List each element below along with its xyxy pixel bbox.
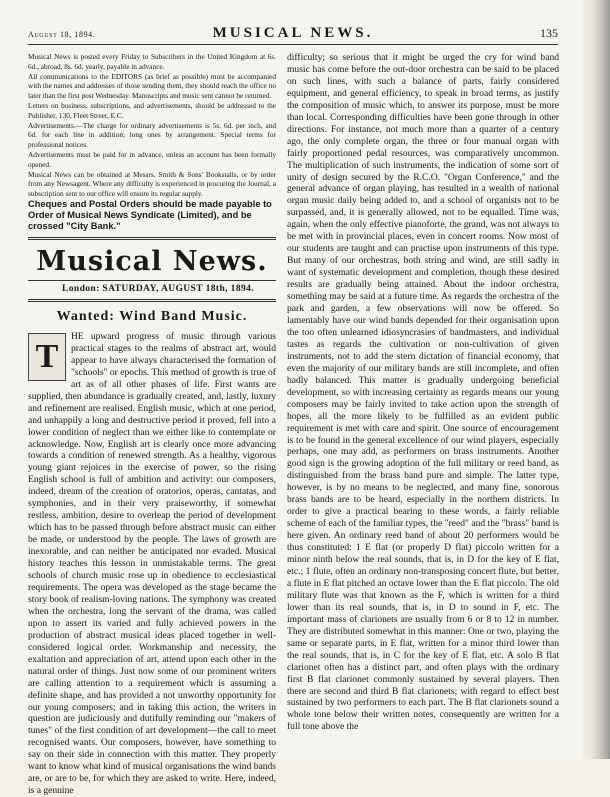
book-spine-shadow xyxy=(582,0,610,759)
header-title: MUSICAL NEWS. xyxy=(212,25,374,41)
article-title: Wanted: Wind Band Music. xyxy=(56,308,248,324)
notice-subscription: Musical News is posted every Friday to Subscribers in the United Kingdom at 6s. 6d., abroad, 8s. 6d. yearly, payable in advance. xyxy=(28,52,276,71)
dateline: London: SATURDAY, AUGUST 18th, 1894. xyxy=(62,283,255,294)
masthead: Musical News. xyxy=(36,245,268,277)
left-column xyxy=(28,52,277,797)
masthead-rule xyxy=(28,280,276,281)
article-text-left: HE upward progress of music through various practical stages to the realms of abstract art, would appear to have always characterised the formation of "schools" or epochs. This method of growth is true of art as of all other phases of life. First wants are supplied, then abundance is gradually created, and, lastly, luxury and refinement are realised. English music, which at one period, and unhappily a long and destructive period it proved, fell into a lower condition of neglect than we either like to contemplate or acknowledge. Now, English art is clearly once more advancing towards a condition of renewed strength. As a healthy, vigorous young giant rejoices in the exercise of power, so the rising English school is full of ambition and activity: our composers, indeed, dream of the creation of oratorios, operas, cantatas, and symphonies, and in their very praiseworthy, if somewhat restless, ambition, desire to overleap the period of development which has to be passed through before abstract music can either be made, or understood by the people. The laws of growth are inexorable, and can neither be anticipated nor evaded. Musical history teaches this lesson in unmistakable terms. The great schools of church music rose up in obedience to ecclesiastical requirements. The opera was developed as the stage became the story book of realism-loving nations. The symphony was created when the orchestra, long the servant of the drama, was called upon to assert its varied and fully achieved powers in the production of abstract musical ideas placed together in well-considered logical order. Workmanship and necessity, the exaltation and appreciation of art, attend upon each other in the natural order of things. Just now some of our prominent writers are calling attention to a requirement which is assuming a definite shape, and has provided a not unworthy opportunity for our young composers; and in taking this action, the writers in question are judiciously and dutifully reminding our "makers of tunes" of the first condition of art development—the call to meet recognised wants. Our composers, however, have something to say on their side in connection with this matter. They properly want to know what kind of musical organisations the wind bands are, or are to be, for which they are asked to write. Here, indeed, is a genuine xyxy=(28,330,277,797)
article-text-right: difficulty; so serious that it might be urged the cry for wind band music has come before the out-door orchestra can be said to be placed on such lines, with such a balance of parts, fairly considered equipment, and general efficiency, to speak in broad terms, as justify the composition of music which, to answer its purpose, must be more than local. Corresponding difficulties have been gone through in other directions. For instance, not much more than a quarter of a century ago, the only complete organ, the three or four manual organ with fairly proportioned pedal resources, was comparatively uncommon. The multiplication of such instruments, the indication of some sort of unity of design secured by the R.C.O. "Organ Conference," and the general advance of organ playing, has resulted in a wealth of national organ music daily being added to, and a school of organists not to be surpassed, and, it is generally allowed, not to be equalled. Time was, again, when the only effective pianoforte, the grand, was not always to be met with in provincial places, even in concert rooms. Now most of our students are taught and can practise upon instruments of this type. But many of our orchestras, both string and wind, are still sadly in want of systematic development and completion, though these desired results are gradually being attained. About the indoor orchestra, something may be said at a future time. As regards the orchestra of the park and garden, a few observations will now be offered. So lamentably have our wind bands depended for their organisation upon the too often unlearned idiosyncrasies of bandmasters, and individual tastes as regards the cultivation or non-cultivation of given instruments, not to add the stern dictation of financial economy, that even the majority of our military bands are still incomplete, and often badly balanced. This matter is gradually undergoing beneficial development, so with increasing certainty as regards means our young composers may be fairly invited to take action upon the strength of hopes, all the more likely to be fulfilled as an evident public requirement is met with care and spirit. One source of encouragement is to be found in the general excellence of our wind players, especially perhaps, one may add, as performers on brass instruments. Another good sign is the growing adoption of the full military or reed band, as distinguished from the brass band pure and simple. The latter type, however, is by no means to be neglected, and many fine, sonorous brass bands are to be heard, especially in the northern districts. In order to give a practical bearing to these words, a fairly reliable scheme of each of the familiar types, the "reed" and the "brass" band is here given. An ordinary reed band of about 20 performers would be thus constituted: 1 E flat (or properly D flat) piccolo written for a minor ninth below the real sounds, that is, in D for the key of E flat, etc.; 1 flute, often an ordinary non-transposing concert flute, but better, a flute in E flat pitched an octave lower than the E flat piccolo. The old military flute was that known as the F, which is written for a third lower than its real sounds, that is, in D to sound in F, etc. The important mass of clarionets are usually from 6 or 8 to 12 in number. They are distributed somewhat in this manner: One or two, playing the same or separate parts, in E flat, written for a minor third lower than the real sounds, that is, in C for the key of E flat, etc. A solo B flat clarionet often has a distinct part, and often plays with the ordinary first B flat clarionet commonly sustained by several players. Then there are second and third B flat clarionets; with regard to effect best sustained by two performers to each part. The B flat clarionets sound a whole tone below their written notes, consequently are written for a full tone above the xyxy=(287,52,559,733)
page-number: 135 xyxy=(540,26,558,40)
notice-cheques: Cheques and Postal Orders should be made payable to Order of Musical News Syndicate (Limited), and be crossed "City Bank." xyxy=(28,198,272,231)
running-header xyxy=(28,24,558,46)
notice-communications: All communications to the EDITORS (as brief as possible) must be accompanied with the names and addresses of those sending them, they should reach the office no later than the first post Wednesday. Manuscripts and music sent cannot be returned. xyxy=(28,71,276,101)
double-rule xyxy=(28,237,276,240)
header-date: August 18, 1894. xyxy=(28,30,96,39)
notice-business-letters: Letters on business, subscriptions, and advertisements, should be addressed to the Publisher, 130, Fleet Street, E.C. xyxy=(28,100,276,120)
drop-cap: T xyxy=(28,333,66,381)
header-rule xyxy=(28,44,558,45)
right-column xyxy=(287,52,559,752)
dateline-rule xyxy=(28,299,276,302)
notice-availability: Musical News can be obtained at Messrs. Smith & Sons' Bookstalls, or by order from any Newsagent. Where any difficulty is experienced in procuring the Journal, a subscription sent to our office will ensure its regular supply. xyxy=(28,169,276,199)
notice-advertisements: Advertisements.—The charge for ordinary advertisements is 5s. 6d. per inch, and 6d. for each line in addition; long ones by arrangement. Special terms for professional notices. xyxy=(28,120,276,150)
notice-advance-payment: Advertisements must be paid for in advance, unless an account has been formally opened. xyxy=(28,149,276,169)
